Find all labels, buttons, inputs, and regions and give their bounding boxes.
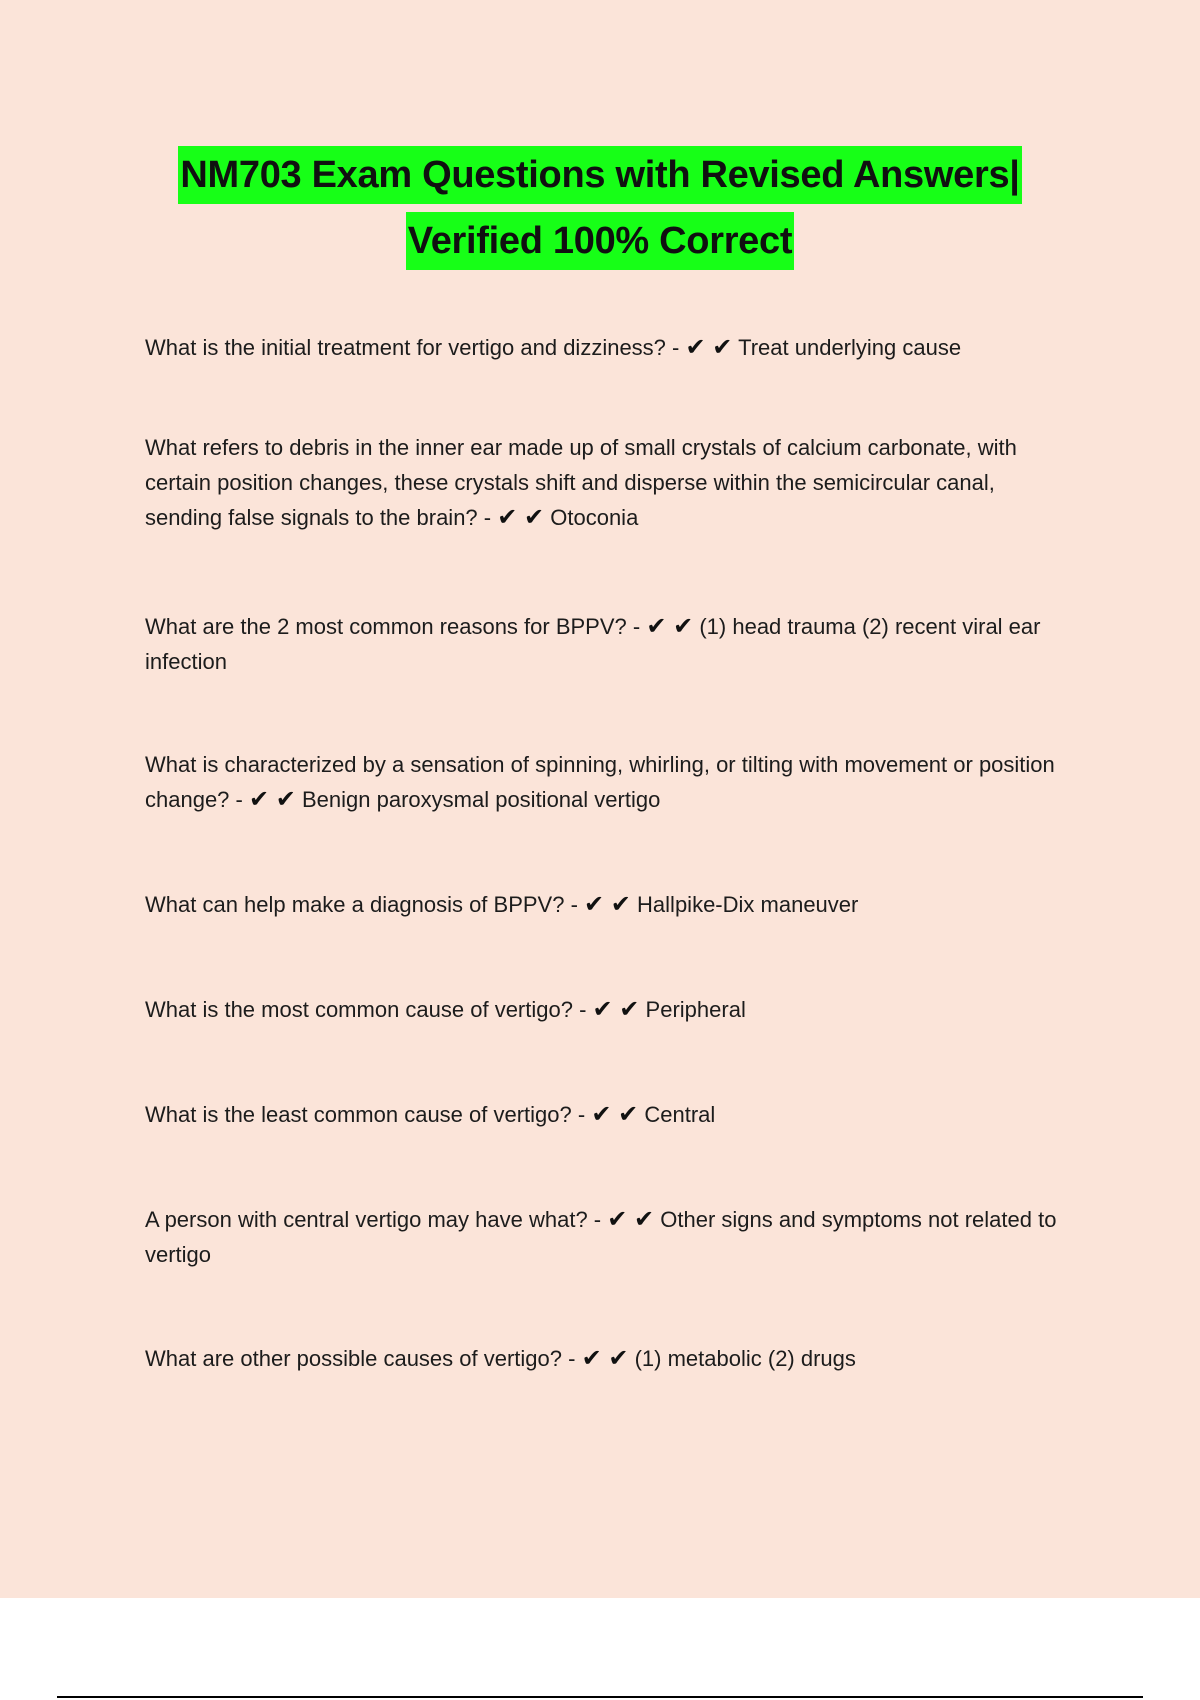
question-text: What are the 2 most common reasons for BPPV? — [145, 614, 627, 639]
separator: - — [562, 1346, 582, 1371]
answer-text: Peripheral — [645, 997, 746, 1022]
question-text: What refers to debris in the inner ear made up of small crystals of calcium carbonate, with certain position changes, these crystals shift and disperse within the semicircular canal, sending false signals to the brain? — [145, 435, 1017, 530]
question-text: What is characterized by a sensation of spinning, whirling, or tilting with movement or position change? — [145, 752, 1055, 812]
answer-text: (1) head trauma (2) recent viral ear infection — [145, 614, 1041, 674]
question-text: What is the initial treatment for vertigo and dizziness? — [145, 335, 666, 360]
double-check-icon: ✔ ✔ — [685, 334, 733, 361]
footer-divider — [57, 1696, 1143, 1698]
separator: - — [477, 505, 498, 530]
qa-item — [145, 1202, 1075, 1272]
separator: - — [571, 1102, 592, 1127]
title-line-2: Verified 100% Correct — [406, 212, 794, 270]
question-text: What is the most common cause of vertigo? — [145, 997, 573, 1022]
question-text: What can help make a diagnosis of BPPV? — [145, 892, 565, 917]
double-check-icon: ✔ ✔ — [607, 1206, 655, 1233]
answer-text: (1) metabolic (2) drugs — [634, 1346, 856, 1371]
qa-item — [145, 1097, 1075, 1132]
separator: - — [564, 892, 585, 917]
question-text: A person with central vertigo may have what? — [145, 1207, 588, 1232]
double-check-icon: ✔ ✔ — [581, 1345, 629, 1372]
double-check-icon: ✔ ✔ — [584, 891, 631, 918]
document-title — [0, 146, 1200, 278]
answer-text: Other signs and symptoms not related to vertigo — [145, 1207, 1057, 1267]
qa-item — [145, 887, 1075, 922]
answer-text: Otoconia — [550, 505, 639, 530]
qa-item — [145, 609, 1075, 679]
double-check-icon: ✔ ✔ — [497, 504, 545, 531]
separator: - — [587, 1207, 608, 1232]
separator: - — [626, 614, 647, 639]
answer-text: Hallpike-Dix maneuver — [637, 892, 859, 917]
qa-item — [145, 992, 1075, 1027]
answer-text: Central — [644, 1102, 716, 1127]
title-line-1: NM703 Exam Questions with Revised Answers| — [178, 146, 1021, 204]
separator: - — [665, 335, 686, 360]
answer-text: Treat underlying cause — [738, 335, 962, 360]
qa-item — [145, 1341, 1075, 1376]
double-check-icon: ✔ ✔ — [592, 996, 640, 1023]
answer-text: Benign paroxysmal positional vertigo — [302, 787, 661, 812]
double-check-icon: ✔ ✔ — [646, 613, 694, 640]
double-check-icon: ✔ ✔ — [591, 1101, 639, 1128]
question-text: What is the least common cause of vertigo? — [145, 1102, 572, 1127]
qa-item — [145, 747, 1075, 817]
double-check-icon: ✔ ✔ — [248, 786, 296, 813]
qa-item — [145, 330, 1075, 365]
qa-item — [145, 430, 1075, 535]
separator: - — [229, 787, 249, 812]
separator: - — [572, 997, 593, 1022]
question-text: What are other possible causes of vertigo? — [145, 1346, 563, 1371]
